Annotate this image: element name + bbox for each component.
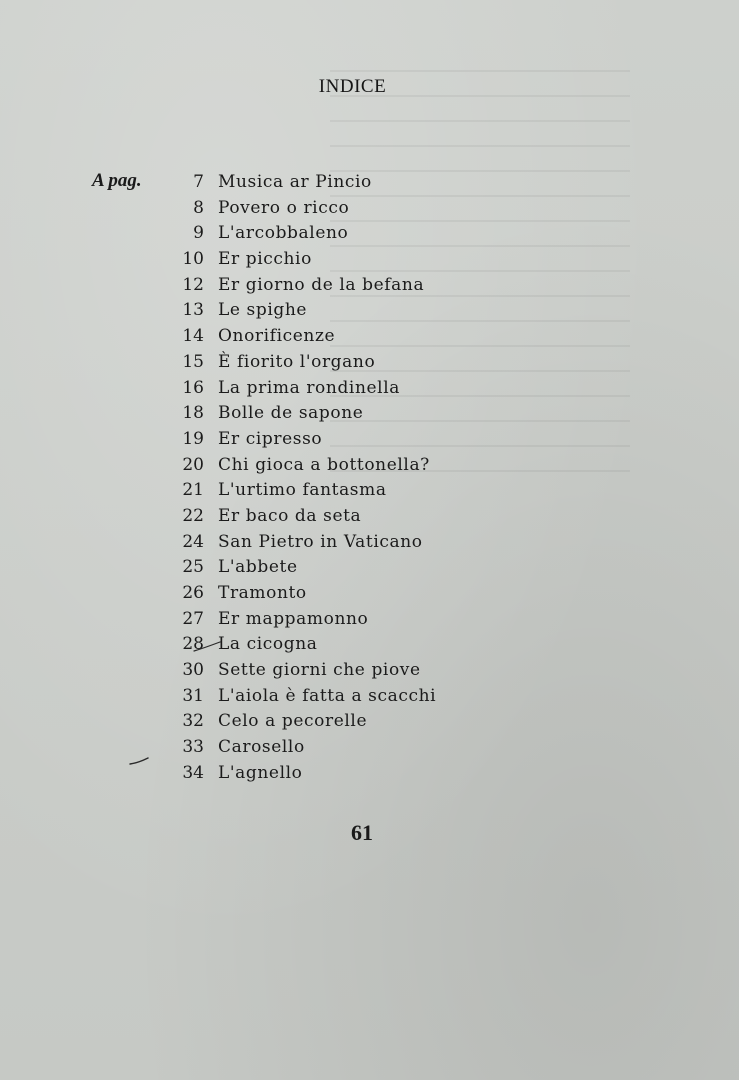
toc-title: Musica ar Pincio	[218, 172, 372, 192]
toc-title: La cicogna	[218, 634, 318, 655]
toc-page-number: 10	[182, 249, 204, 270]
pencil-tick-icon	[192, 640, 222, 654]
toc-entry	[160, 607, 520, 633]
toc-title: Er mappamonno	[218, 608, 369, 629]
toc-entry	[160, 350, 520, 376]
toc-entry	[160, 221, 520, 247]
toc-page-number: 7	[193, 172, 204, 192]
toc-page-number: 15	[182, 351, 204, 372]
toc-title: L'arcobbaleno	[218, 223, 349, 244]
toc-entry	[160, 273, 520, 299]
toc-entry	[160, 504, 520, 530]
toc-page-number: 18	[182, 403, 204, 424]
toc-page-number: 34	[182, 762, 204, 783]
toc-page-number: 24	[182, 531, 204, 552]
toc-title: L'urtimo fantasma	[218, 480, 387, 501]
toc-entry	[160, 658, 520, 684]
page-label: A pag.	[92, 170, 142, 191]
toc-page-number: 20	[182, 454, 204, 475]
toc-entry	[160, 401, 520, 427]
toc-entry	[160, 247, 520, 273]
toc-title: Carosello	[218, 737, 305, 758]
toc-page-number: 28	[182, 634, 204, 655]
toc-entry	[160, 478, 520, 504]
toc-page-number: 9	[193, 223, 204, 244]
toc-entry	[160, 427, 520, 453]
toc-page-number: 14	[182, 326, 204, 347]
toc-entry	[160, 555, 520, 581]
toc-page-number: 30	[182, 660, 204, 681]
page-number: 61	[351, 820, 373, 845]
pencil-mark-icon	[128, 755, 150, 767]
toc-entry	[160, 581, 520, 607]
toc-entry	[160, 453, 520, 479]
toc-title: Sette giorni che piove	[218, 660, 421, 681]
toc-entry	[160, 735, 520, 761]
toc-page-number: 19	[182, 428, 204, 449]
toc-page-number: 16	[182, 377, 204, 398]
toc-page-number: 22	[182, 505, 204, 526]
toc-page-number: 33	[182, 737, 204, 758]
toc-title: Tramonto	[218, 583, 307, 603]
toc-entry	[160, 530, 520, 556]
toc-entry	[160, 170, 520, 196]
toc-title: Bolle de sapone	[218, 403, 364, 424]
toc-entry	[160, 298, 520, 324]
toc-title: Povero o ricco	[218, 197, 350, 218]
toc-page-number: 25	[182, 557, 204, 578]
toc-entry	[160, 684, 520, 710]
toc-entry	[160, 761, 520, 787]
toc-title: Er giorno de la befana	[218, 274, 425, 295]
toc-title: Er cipresso	[218, 428, 323, 449]
toc-title: Celo a pecorelle	[218, 711, 368, 732]
index-heading: INDICE	[318, 76, 387, 97]
toc-title: La prima rondinella	[218, 377, 400, 398]
toc-title: Er baco da seta	[218, 505, 362, 526]
toc-title: Chi gioca a bottonella?	[218, 454, 430, 475]
toc-title: Onorificenze	[218, 326, 336, 347]
toc-title: San Pietro in Vaticano	[218, 531, 423, 552]
toc-page-number: 13	[182, 300, 204, 321]
toc-page-number: 8	[193, 197, 204, 218]
toc-title: Er picchio	[218, 249, 312, 270]
toc-page-number: 27	[182, 608, 204, 629]
toc-entry	[160, 196, 520, 222]
toc-title: L'agnello	[218, 762, 303, 783]
toc-page-number: 32	[182, 711, 204, 732]
toc-entry	[160, 376, 520, 402]
toc-title: Le spighe	[218, 300, 308, 321]
toc-title: È fiorito l'organo	[218, 351, 376, 372]
toc-page-number: 26	[182, 583, 204, 603]
toc-entry	[160, 709, 520, 735]
toc-entry	[160, 324, 520, 350]
table-of-contents	[160, 170, 520, 787]
toc-page-number: 31	[182, 685, 204, 706]
toc-title: L'aiola è fatta a scacchi	[218, 685, 437, 706]
toc-title: L'abbete	[218, 557, 298, 578]
toc-page-number: 21	[182, 480, 204, 501]
toc-page-number: 12	[182, 274, 204, 295]
